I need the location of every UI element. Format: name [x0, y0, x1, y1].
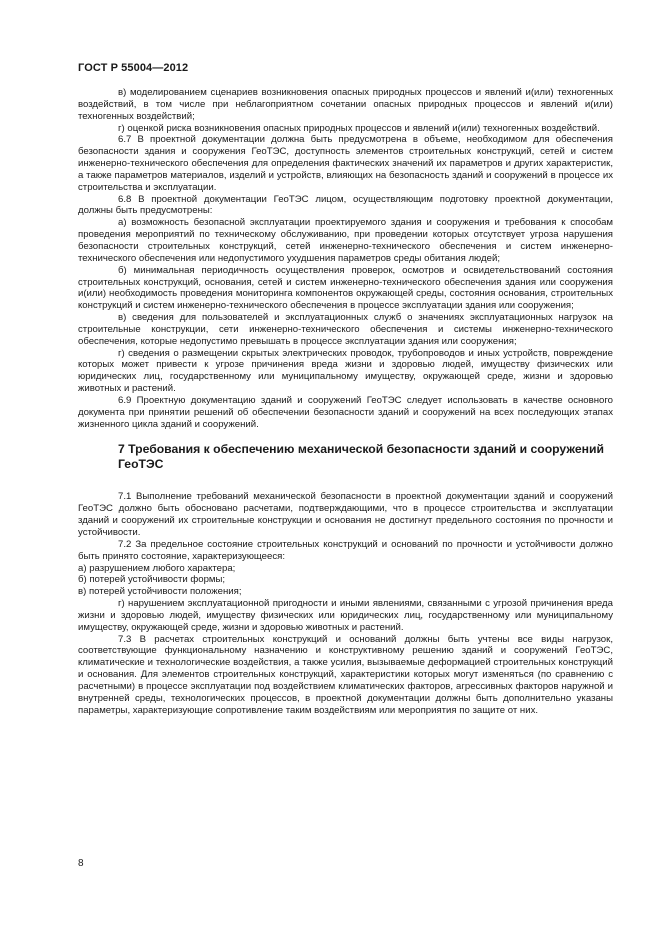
document-body: [78, 87, 613, 717]
paragraph: 6.8 В проектной документации ГеоТЭС лицом, осуществляющим подготовку проектной документации, должны быть предусмотрены:: [78, 193, 613, 217]
paragraph: в) моделированием сценариев возникновения опасных природных процессов и явлений и(или) техногенных воздействий, в том числе при неблагоприятном сочетании опасных природных процессов и явлений и(или) техногенных воздействий;: [78, 87, 613, 122]
paragraph: г) нарушением эксплуатационной пригодности и иными явлениями, связанными с угрозой причинения вреда жизни и здоровью людей, имуществу физических или юридических лиц, государственному или муниципальному имуществу, окружающей среде, жизни и здоровью животных и растений.: [78, 598, 613, 633]
page-number: 8: [78, 858, 84, 869]
list-item: а) разрушением любого характера;: [78, 562, 236, 574]
list-item: в) потерей устойчивости положения;: [78, 586, 242, 598]
paragraph: в) сведения для пользователей и эксплуатационных служб о значениях эксплуатационных нагрузок на строительные конструкции, сети инженерно-технического обеспечения и системы инженерно-технического обеспечения, которые недопустимо превышать в процессе эксплуатации здания или сооружения;: [78, 312, 613, 347]
paragraph: г) оценкой риска возникновения опасных природных процессов и явлений и(или) техногенных воздействий.: [118, 122, 600, 134]
paragraph: 7.2 За предельное состояние строительных конструкций и оснований по прочности и устойчивости должно быть принято состояние, характеризующееся:: [78, 538, 613, 562]
section-heading: 7 Требования к обеспечению механической безопасности зданий и сооружений ГеоТЭС: [118, 442, 604, 472]
list-item: б) потерей устойчивости формы;: [78, 574, 226, 586]
paragraph: а) возможность безопасной эксплуатации проектируемого здания и сооружения и требования к способам проведения мероприятий по техническому обслуживанию, при проведении которых отсутствует угроза нарушения безопасности строительных конструкций, сетей инженерно-технического обеспечения и систем инженерно-технического обеспечения или недопустимого ухудшения параметров среды обитания людей;: [78, 217, 613, 264]
paragraph: 6.9 Проектную документацию зданий и сооружений ГеоТЭС следует использовать в качестве основного документа при принятии решений об обеспечении безопасности зданий и сооружений на всех последующих этапах жизненного цикла зданий и сооружений.: [78, 394, 613, 430]
paragraph: 7.1 Выполнение требований механической безопасности в проектной документации зданий и сооружений ГеоТЭС должно быть обосновано расчетами, подтверждающими, что в процессе строительства и эксплуатации зданий и сооружений их строительные конструкции и основания не достигнут предельного состояния по прочности и устойчивости.: [78, 491, 613, 538]
standard-header: ГОСТ Р 55004—2012: [78, 62, 189, 74]
paragraph: 6.7 В проектной документации должна быть предусмотрена в объеме, необходимом для обеспечения безопасности здания и сооружения ГеоТЭС, доступность элементов строительных конструкций, сетей и систем инженерно-технического обеспечения для определения фактических значений их параметров и других характеристик, а также параметров материалов, изделий и устройств, влияющих на безопасность зданий и сооружений в процессе их строительства и эксплуатации.: [78, 134, 613, 193]
paragraph: 7.3 В расчетах строительных конструкций и оснований должны быть учтены все виды нагрузок, соответствующие функциональному назначению и конструктивному решению зданий и сооружений ГеоТЭС, климатические и технологические воздействия, а также усилия, вызываемые деформацией строительных конструкций и основания. Для элементов строительных конструкций, характеристики которых могут изменяться (по сравнению с расчетными) в процессе эксплуатации под воздействием климатических факторов, агрессивных факторов наружной и внутренней среды, технологических процессов, в проектной документации должны быть дополнительно указаны параметры, характеризующие сопротивление таким воздействиям или мероприятия по защите от них.: [78, 633, 613, 716]
paragraph: г) сведения о размещении скрытых электрических проводок, трубопроводов и иных устройств, повреждение которых может привести к угрозе причинения вреда жизни и здоровью людей, имуществу физических или юридических лиц, государственному или муниципальному имуществу, окружающей среде, жизни и здоровью животных и растений.: [78, 347, 613, 395]
paragraph: б) минимальная периодичность осуществления проверок, осмотров и освидетельствований состояния строительных конструкций, основания, сетей и систем инженерно-технического обеспечения здания или сооружения и(или) необходимость проведения мониторинга компонентов окружающей среды, состояния основания, строительных конструкций и систем инженерно-технического обеспечения в процессе эксплуатации здания или сооружения;: [78, 264, 613, 312]
